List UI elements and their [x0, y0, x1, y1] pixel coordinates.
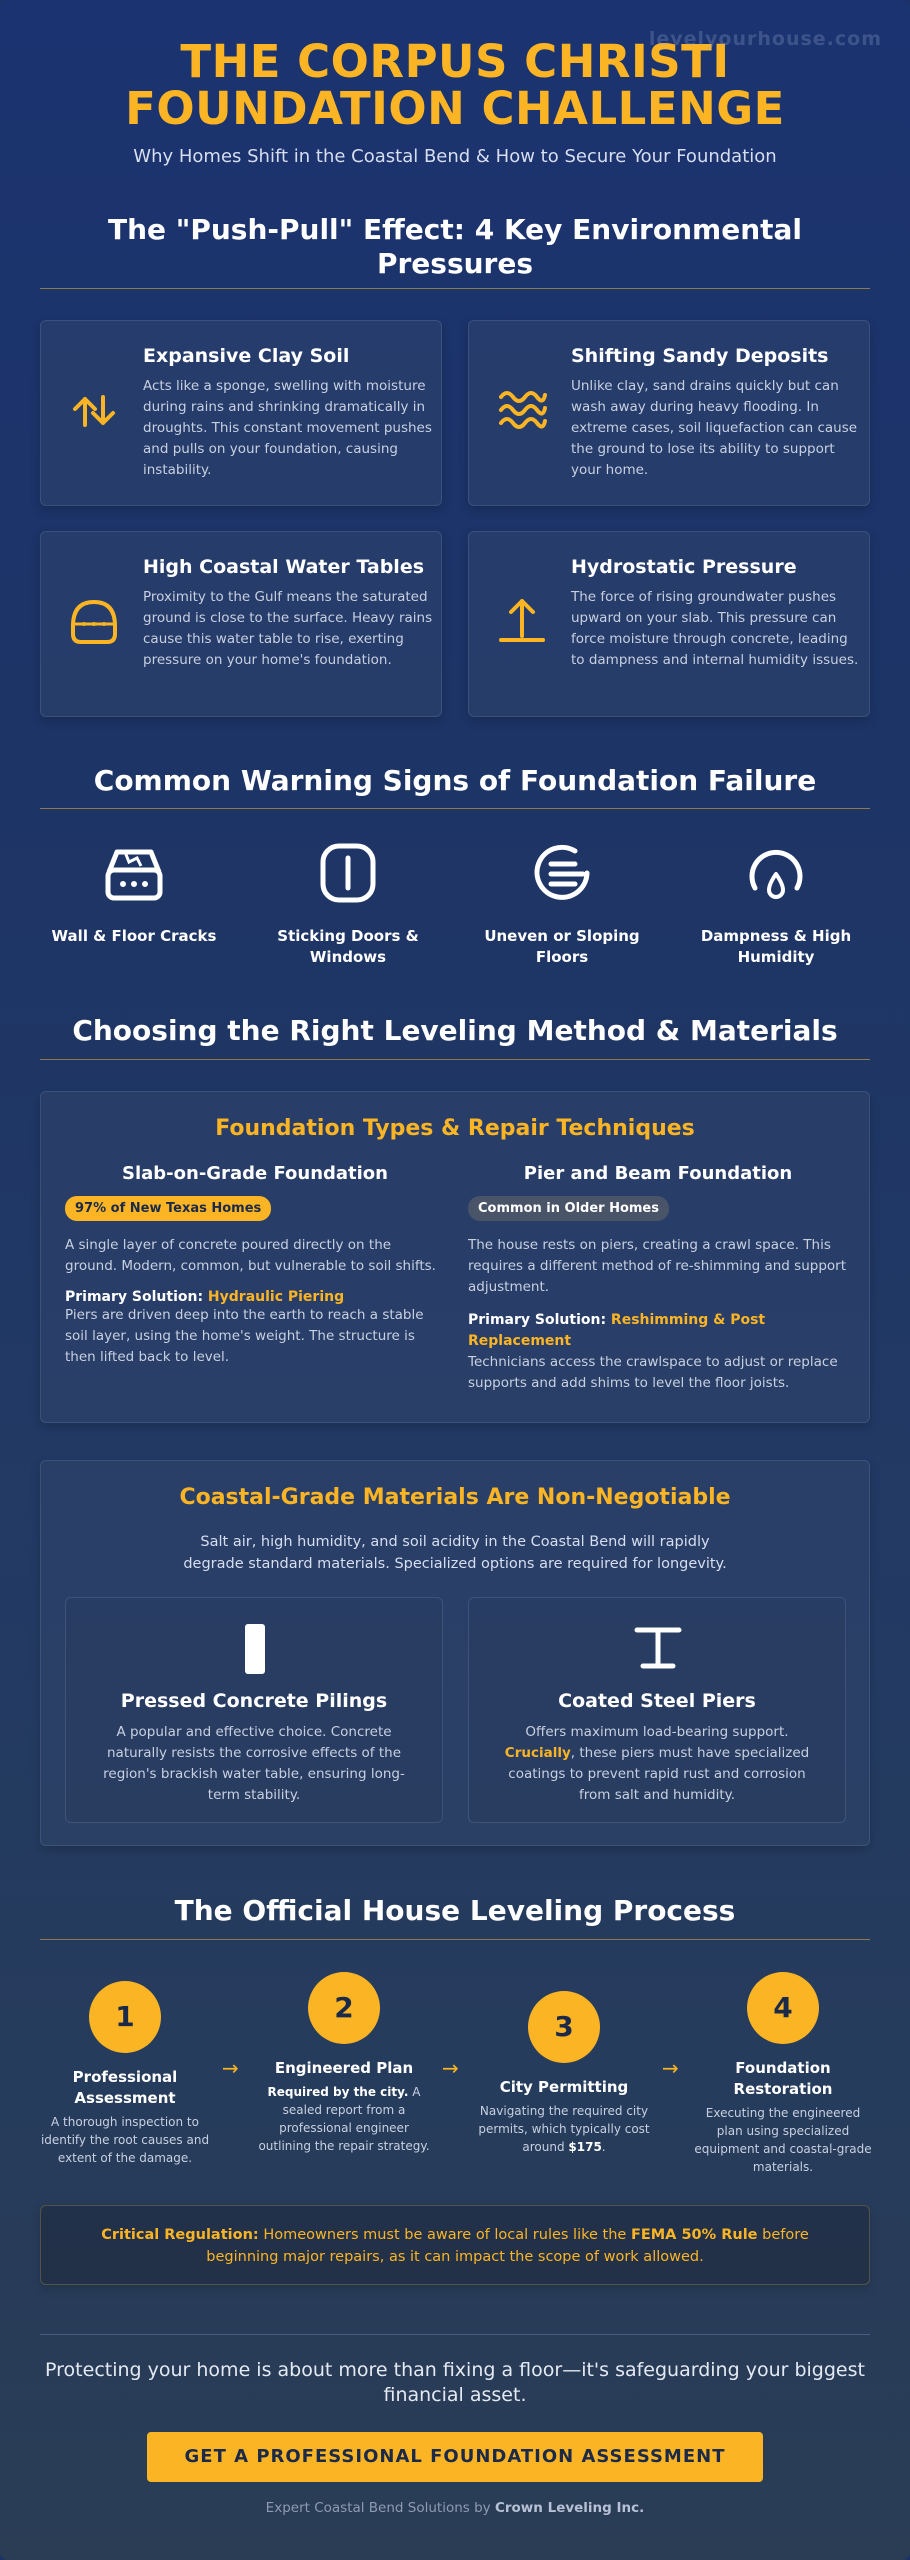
step-arrow: → — [662, 2056, 679, 2080]
water-table-icon — [69, 596, 119, 646]
steel-piers-title: Coated Steel Piers — [558, 1690, 756, 1712]
page-title — [0, 35, 910, 135]
sign-dampness — [676, 842, 876, 968]
process-step-2 — [254, 1972, 434, 2155]
step-number: 3 — [528, 1991, 600, 2063]
step-arrow: → — [442, 2056, 459, 2080]
credit-line — [0, 2500, 910, 2516]
solution-label: Primary Solution: — [65, 1289, 204, 1305]
sloping-floor-icon — [531, 842, 593, 904]
foundation-types-card — [40, 1091, 870, 1423]
section-divider — [40, 808, 870, 809]
step-desc-rest: A sealed report from a professional engineer outlining the repair strategy. — [258, 2085, 430, 2153]
closing-line2: financial asset. — [383, 2384, 527, 2406]
step-title: City Permitting — [499, 2078, 629, 2096]
step-desc — [474, 2102, 654, 2156]
pier-badge: Common in Older Homes — [468, 1196, 669, 1221]
step-title: Engineered Plan — [274, 2059, 414, 2077]
sign-label: Wall & Floor Cracks — [51, 927, 217, 945]
methods-title: Choosing the Right Leveling Method & Materials — [72, 1014, 838, 1047]
regulation-banner — [40, 2205, 870, 2285]
signs-title: Common Warning Signs of Foundation Failure — [93, 764, 817, 797]
concrete-pilings-title: Pressed Concrete Pilings — [120, 1690, 388, 1712]
credit-prefix: Expert Coastal Bend Solutions by — [265, 2500, 495, 2516]
regulation-rule: FEMA 50% Rule — [630, 2227, 758, 2243]
sign-label: Sticking Doors & Windows — [277, 927, 419, 966]
step-number: 4 — [747, 1972, 819, 2044]
steel-pier-icon — [633, 1626, 683, 1670]
upward-pressure-icon — [497, 596, 547, 646]
steel-desc-before: Offers maximum load-bearing support. — [525, 1724, 789, 1740]
pier-desc: The house rests on piers, creating a crawl space. This requires a different method of re-shimming and support adjustment. — [468, 1237, 846, 1295]
footer-divider — [40, 2334, 870, 2335]
steel-piers-card — [468, 1597, 846, 1823]
slab-title: Slab-on-Grade Foundation — [122, 1163, 388, 1184]
concrete-pilings-desc: A popular and effective choice. Concrete naturally resists the corrosive effects of the region's brackish water table, ensuring long-term stability. — [103, 1724, 405, 1803]
step-title: Foundation Restoration — [733, 2059, 833, 2098]
concrete-piling-icon — [240, 1622, 270, 1676]
pier-title: Pier and Beam Foundation — [523, 1163, 793, 1184]
step-desc: Executing the engineered plan using specialized equipment and coastal-grade materials. — [694, 2106, 872, 2174]
up-down-arrows-icon — [69, 385, 119, 435]
pressure-desc: Acts like a sponge, swelling with moisture during rains and shrinking dramatically in droughts. This constant movement pushes and pulls on your foundation, causing instability. — [143, 378, 432, 478]
regulation-text1: Homeowners must be aware of local rules like the — [258, 2227, 631, 2243]
regulation-label: Critical Regulation: — [101, 2227, 259, 2243]
sign-label: Uneven or Sloping Floors — [484, 927, 640, 966]
pressure-card-water-table — [40, 531, 442, 717]
pressure-desc: Unlike clay, sand drains quickly but can wash away during heavy flooding. In extreme cases, soil liquefaction can cause the ground to lose its ability to support your home. — [571, 378, 858, 478]
pressure-title: Expansive Clay Soil — [143, 345, 350, 367]
closing-line1: Protecting your home is about more than fixing a floor—it's safeguarding your biggest — [45, 2359, 865, 2381]
steel-desc-after: , these piers must have specialized coatings to prevent rapid rust and corrosion from salt and humidity. — [508, 1745, 810, 1803]
materials-intro-line2: degrade standard materials. Specialized options are required for longevity. — [183, 1556, 727, 1572]
foundation-types-title: Foundation Types & Repair Techniques — [215, 1116, 695, 1141]
sign-label: Dampness & High Humidity — [700, 927, 852, 966]
pressure-desc: Proximity to the Gulf means the saturated ground is close to the surface. Heavy rains cause this water table to rise, exerting pressure on your home's foundation. — [143, 589, 433, 668]
pier-column — [468, 1163, 848, 1394]
step-number: 1 — [89, 1981, 161, 2053]
step-desc-bold: $175 — [568, 2140, 602, 2154]
cracked-wall-icon — [103, 842, 165, 904]
regulation-line2: beginning major repairs, as it can impact the scope of work allowed. — [206, 2249, 704, 2265]
solution-name-part1: Reshimming & Post — [610, 1312, 766, 1328]
watermark: levelyourhouse.com — [648, 28, 882, 50]
pressure-card-hydrostatic — [468, 531, 870, 717]
materials-intro-line1: Salt air, high humidity, and soil acidity in the Coastal Bend will rapidly — [200, 1534, 710, 1550]
step-arrow: → — [222, 2056, 239, 2080]
section-divider — [40, 1059, 870, 1060]
slab-solution-desc: Piers are driven deep into the earth to reach a stable soil layer, using the home's weight. The structure is then lifted back to level. — [65, 1307, 424, 1365]
solution-name: Hydraulic Piering — [207, 1289, 345, 1305]
process-step-3 — [474, 1991, 654, 2156]
process-step-1 — [35, 1981, 215, 2167]
water-drop-icon — [745, 842, 807, 904]
assessment-cta-button[interactable]: GET A PROFESSIONAL FOUNDATION ASSESSMENT — [147, 2432, 763, 2482]
materials-card — [40, 1460, 870, 1846]
steel-piers-desc — [495, 1722, 819, 1806]
pressure-title: High Coastal Water Tables — [143, 556, 425, 578]
slab-badge: 97% of New Texas Homes — [65, 1196, 271, 1221]
sign-cracks — [34, 842, 234, 947]
pressure-card-sand — [468, 320, 870, 506]
step-desc — [254, 2083, 434, 2155]
regulation-line1 — [41, 2224, 869, 2246]
concrete-pilings-card — [65, 1597, 443, 1823]
step-desc-bold: Required by the city. — [267, 2085, 409, 2099]
step-desc: A thorough inspection to identify the root causes and extent of the damage. — [40, 2115, 210, 2165]
pier-solution-desc: Technicians access the crawlspace to adjust or replace supports and add shims to level the floor joists. — [468, 1354, 838, 1391]
page-title-line1: THE CORPUS CHRISTI — [180, 35, 730, 88]
closing-statement — [0, 2358, 910, 2408]
pressure-card-clay — [40, 320, 442, 506]
sign-floors — [462, 842, 662, 968]
header — [0, 0, 910, 167]
pressure-title: Shifting Sandy Deposits — [571, 345, 829, 367]
process-title: The Official House Leveling Process — [174, 1894, 736, 1927]
solution-name-part2: Replacement — [468, 1333, 572, 1349]
section-divider — [40, 1939, 870, 1940]
solution-label: Primary Solution: — [468, 1312, 607, 1328]
slab-solution — [65, 1289, 445, 1305]
pressures-title-line1: The "Push-Pull" Effect: 4 Key Environmental — [107, 213, 803, 246]
steel-desc-highlight: Crucially — [504, 1745, 571, 1761]
slab-column — [65, 1163, 445, 1368]
pressures-title — [0, 213, 910, 281]
materials-title: Coastal-Grade Materials Are Non-Negotiable — [179, 1485, 731, 1510]
pier-solution — [468, 1310, 848, 1352]
pressure-title: Hydrostatic Pressure — [571, 556, 797, 578]
step-number: 2 — [308, 1972, 380, 2044]
materials-intro — [41, 1531, 869, 1575]
slab-desc: A single layer of concrete poured directly on the ground. Modern, common, but vulnerable to soil shifts. — [65, 1237, 436, 1274]
door-icon — [317, 842, 379, 904]
page-title-line2: FOUNDATION CHALLENGE — [125, 82, 785, 135]
waves-icon — [497, 385, 547, 435]
pressures-title-line2: Pressures — [376, 247, 534, 280]
step-desc-end: . — [601, 2140, 606, 2154]
sign-doors — [248, 842, 448, 968]
credit-company: Crown Leveling Inc. — [494, 2500, 645, 2516]
section-divider — [40, 288, 870, 289]
page-subtitle: Why Homes Shift in the Coastal Bend & How to Secure Your Foundation — [133, 146, 777, 167]
process-step-4 — [693, 1972, 873, 2176]
pressure-desc: The force of rising groundwater pushes upward on your slab. This pressure can force moisture through concrete, leading to dampness and internal humidity issues. — [571, 589, 859, 668]
regulation-text2: before — [757, 2227, 809, 2243]
step-desc-text: Navigating the required city permits, which typically cost around — [478, 2104, 650, 2154]
step-title: Professional Assessment — [72, 2068, 178, 2107]
